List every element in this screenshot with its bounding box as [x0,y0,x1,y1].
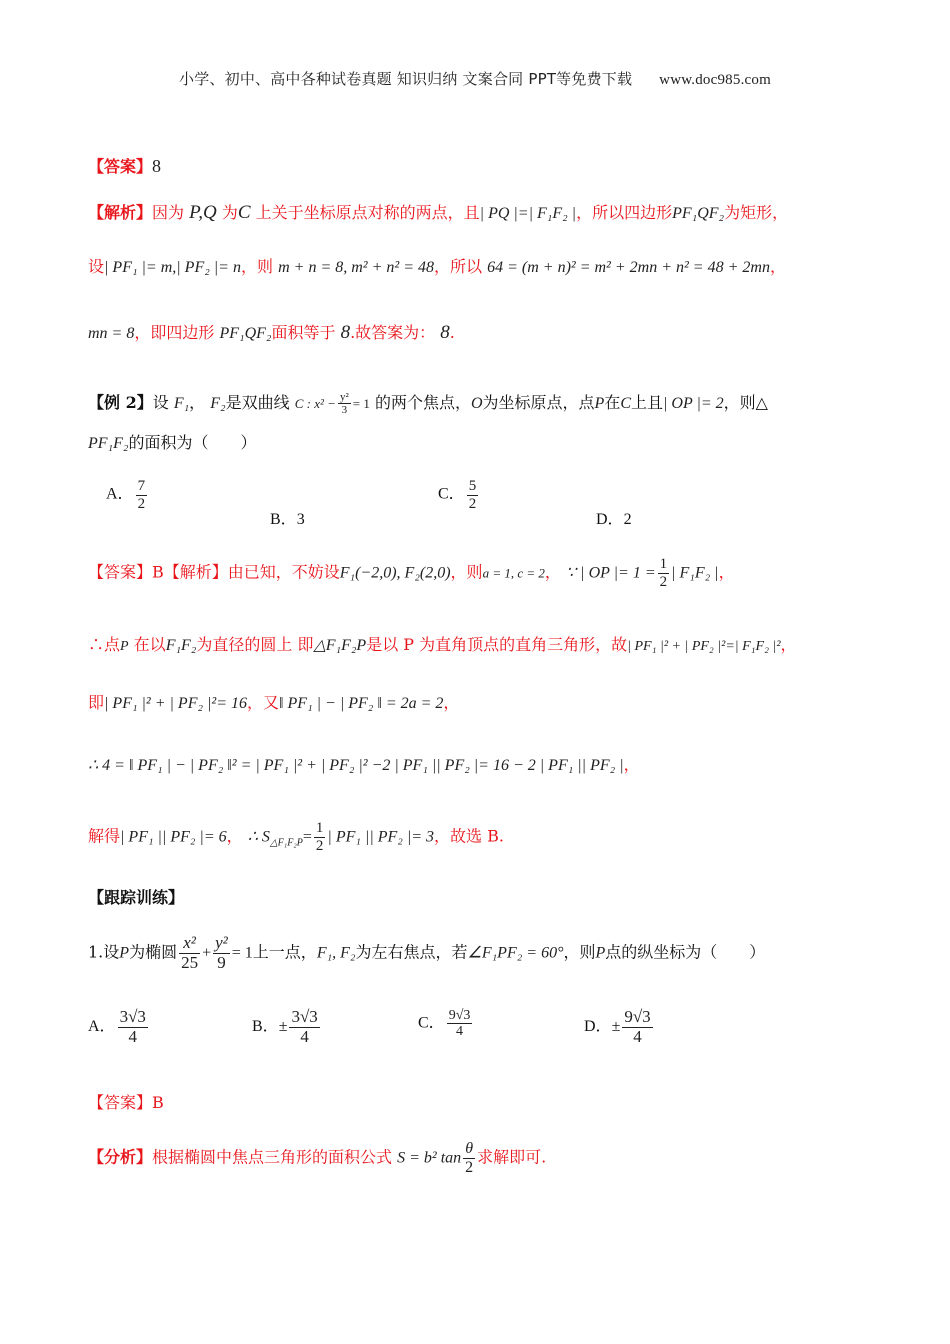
option-label: B． [270,511,297,528]
math: O [470,395,483,412]
fraction [447,1008,473,1040]
fraction-denominator: 2 [468,495,477,512]
text: ， [544,562,561,582]
answer-text: 【答案】B [88,1093,164,1112]
page-header [0,68,950,89]
math: | PF₁ |² + | PF₂ |²=| F₁F₂ |² [627,639,781,654]
text: ，即四边形 [134,323,215,342]
fraction-numerator: 9√3 [448,1008,471,1023]
option-b[interactable] [270,506,305,529]
text: ， [189,393,206,412]
math: F₂ [210,395,226,412]
fraction-numerator: 3√3 [291,1007,318,1026]
option-prefix: ± [611,1017,621,1035]
math: | PQ |=| F₁F₂ | [479,205,577,222]
math: PF₁QF₂ [672,205,725,222]
fraction-numerator: 3√3 [119,1007,146,1026]
text: 在以 [133,635,166,654]
fraction [467,478,479,512]
fraction-numerator: 5 [468,478,477,494]
text: 点的纵坐标为（ ） [605,942,766,962]
fraction-denominator: 2 [659,573,668,590]
text: ， [718,562,735,582]
text: 是以 P 为直角顶点的直角三角形，故 [366,635,628,654]
math: F₁(−2,0), F₂(2,0) [339,564,451,582]
text: ，故选 B. [434,826,504,846]
q1-option-d[interactable] [584,1008,655,1046]
fraction-denominator: 4 [456,1024,464,1040]
math: P,Q [189,202,217,223]
fraction-denominator: 2 [137,495,146,512]
math: P [594,395,605,412]
text: 的两个焦点， [374,393,471,412]
math: PF₁QF₂ [219,325,272,342]
math: | PF₁ || PF₂ |= 3 [327,828,435,846]
text: 面积等于 [271,323,336,342]
option-label: D． [596,511,624,528]
math: C [620,395,631,412]
example-label: 【例 2】 [88,393,153,412]
option-value: 3 [296,511,305,528]
text: ，所以 [433,257,482,276]
text: 上关于坐标原点对称的两点，且 [255,203,480,222]
fraction-numerator: y² [339,390,349,403]
text: 为直径的圆上 即 [196,635,314,654]
header-text: 小学、初中、高中各种试卷真题 知识归纳 文案合同 PPT等免费下载 [179,70,633,88]
fraction-denominator: 2 [315,837,324,854]
fraction [179,934,200,972]
fraction-numerator: θ [463,1140,475,1159]
answer-1 [88,152,890,181]
fraction [289,1008,319,1046]
text: ，所以四边形 [576,203,673,222]
fraction-numerator: 1 [315,820,324,836]
solution-1-line-2 [88,254,890,281]
fraction-numerator: 1 [659,556,668,572]
solution-2-line-1 [88,556,890,590]
fraction [658,556,670,590]
text: 为坐标原点，点 [482,393,595,412]
option-label: B． [252,1017,279,1035]
solution-2-line-4 [88,752,890,779]
fraction [463,1140,475,1176]
fraction-denominator: 4 [633,1026,642,1046]
math: C [237,202,251,223]
example-2-line-2 [88,430,890,457]
section-title [88,885,890,911]
fraction-denominator: 4 [300,1026,309,1046]
math: △F₁F₂P [269,837,303,849]
answer-3 [88,1090,890,1116]
math: ‖ PF₁ | − | PF₂ ‖ = 2a = 2 [279,695,444,712]
fraction-denominator: 3 [341,404,348,416]
math: = 1 [352,396,370,411]
text: ，则 [240,257,273,276]
fraction [213,934,230,972]
text: ， [780,635,797,654]
solution-2-line-3 [88,690,890,717]
q1-option-c[interactable] [418,1008,474,1040]
option-label: A． [106,485,134,503]
text: 设 [88,257,105,276]
math: = 1 [231,944,253,962]
fraction [314,820,326,854]
fraction [136,478,148,512]
fraction-denominator: 9 [217,952,226,972]
answer-label: 【答案】 [88,157,153,176]
math: F₁ [173,395,190,412]
text: 的面积为（ ） [128,433,257,452]
math: | PF₁ |= m,| PF₂ |= n [104,259,241,276]
math: P [119,944,130,962]
fraction-numerator: 9√3 [624,1007,651,1026]
math: P [595,944,606,962]
q1-option-b[interactable] [252,1008,322,1046]
option-d[interactable] [596,506,632,529]
text: 解得 [88,826,121,846]
text: 即 [88,693,105,712]
text: 【答案】B【解析】由已知，不妨设 [88,562,340,582]
text: 上且 [631,393,664,412]
fraction-denominator: 2 [465,1158,474,1176]
text: 根据椭圆中焦点三角形的面积公式 [152,1147,393,1167]
option-a[interactable] [106,478,149,512]
solution-label: 【解析】 [88,203,153,222]
solution-1-line-3 [88,318,890,348]
fraction-numerator: y² [215,933,228,952]
math: △F₁F₂P [313,637,367,654]
math: ∵ | OP |= 1 = [566,564,656,582]
math: C : x² − [294,396,336,411]
text: ，则△ [723,393,768,412]
math: 64 = (m + n)² = m² + 2mn + n² = 48 + 2mn [487,259,770,276]
text: ， [443,693,460,712]
section-title-text: 【跟踪训练】 [88,888,185,907]
option-prefix: ± [278,1017,288,1035]
text: ，又 [247,693,280,712]
math: a = 1, c = 2 [482,565,545,581]
text: 在 [604,393,621,412]
text: ∴点 [88,635,121,654]
fraction-numerator: x² [179,934,200,954]
math: m + n = 8, m² + n² = 48 [278,259,434,276]
solution-1-line-1 [88,198,890,228]
math: ∠F₁PF₂ = 60° [467,944,564,962]
math: PF₁F₂ [88,435,129,452]
math: ∴ 4 = ‖ PF₁ | − | PF₂ ‖² = | PF₁ |² + | PF₂ |² −2 | PF₁ || PF₂ |= 16 − 2 | PF₁ || PF₂ | [88,757,624,774]
text: 为 [221,203,238,222]
text: 因为 [152,203,185,222]
text: .故答案为： [350,323,436,342]
math: | PF₁ |² + | PF₂ |²= 16 [104,695,248,712]
text: ， [226,826,243,846]
question-1 [88,934,890,972]
fraction-denominator: 25 [181,952,199,972]
example-2-line-1 [88,390,890,417]
math: 8 [440,322,450,343]
fraction-denominator: 4 [128,1026,137,1046]
fraction [118,1008,148,1046]
text: 是双曲线 [225,393,290,412]
math: + [202,944,212,962]
text: ， [769,257,786,276]
option-label: A． [88,1017,116,1035]
math: | OP |= 2 [663,395,724,412]
option-c[interactable] [438,478,480,512]
math: | PF₁ || PF₂ |= 6 [120,828,227,846]
solution-2-line-5 [88,820,890,854]
option-value: 2 [623,511,632,528]
text: 为左右焦点，若 [355,942,468,962]
math: F₁F₂ [165,637,197,654]
text: 为矩形， [724,203,789,222]
fraction [338,391,351,416]
math: F₁, F₂ [316,944,356,962]
text: 设 [152,393,169,412]
text: ，则 [563,942,596,962]
solution-2-line-2 [88,632,890,659]
math: ∴ S [247,828,270,846]
option-label: C． [418,1014,445,1032]
text: 上一点， [252,942,317,962]
math: mn = 8 [88,325,135,342]
math: P [120,639,129,654]
fraction-numerator: 7 [137,478,146,494]
text: ， [623,755,640,774]
answer-value: 8 [152,156,162,176]
analysis [88,1140,890,1176]
option-label: C． [438,485,465,503]
fraction [622,1008,652,1046]
text: 1.设 [88,942,120,962]
text: ，则 [450,562,483,582]
text: 为椭圆 [129,942,178,962]
q1-option-a[interactable] [88,1008,150,1046]
text: . [449,323,455,342]
analysis-label: 【分析】 [88,1147,153,1167]
math: | F₁F₂ | [671,564,719,582]
header-url[interactable]: www.doc985.com [659,72,771,88]
math: S = b² tan [397,1149,462,1167]
math: 8 [340,322,351,343]
math: = [302,828,312,846]
option-label: D． [584,1017,612,1035]
text: 求解即可. [477,1147,547,1167]
